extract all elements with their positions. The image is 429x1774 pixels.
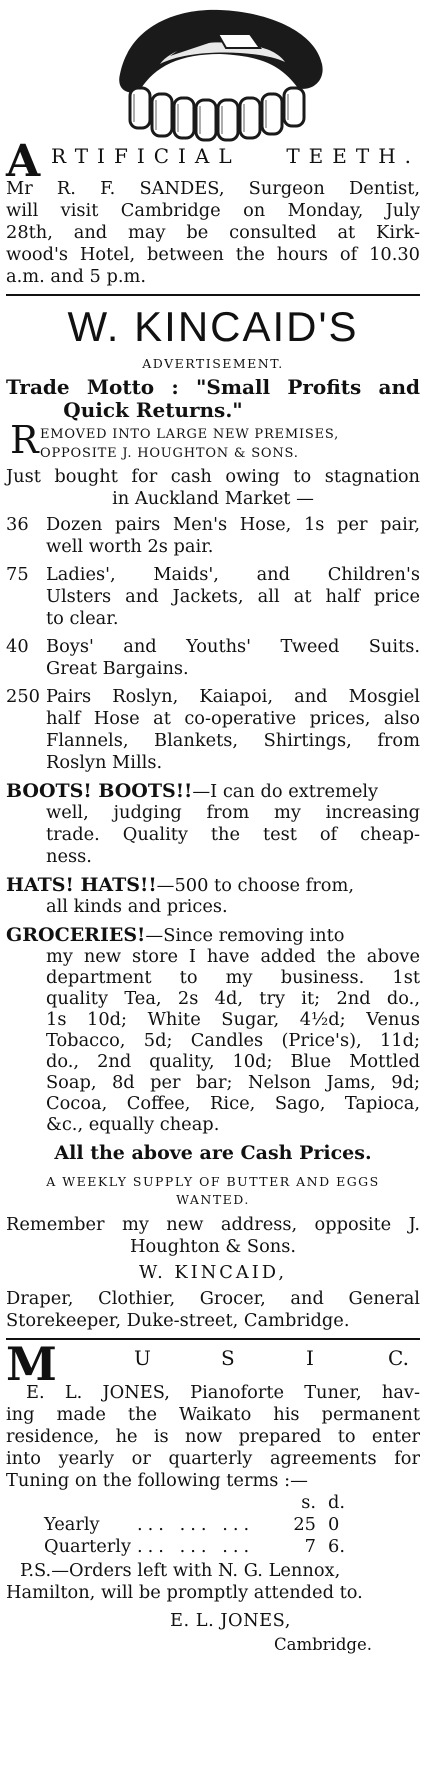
groceries-heading: GROCERIES!: [6, 924, 146, 946]
postscript-line: Hamilton, will be promptly attended to.: [6, 1582, 363, 1603]
groceries-line: Cocoa, Coffee, Rice, Sago, Tapioca,: [46, 1093, 420, 1114]
term-label: Yearly: [44, 1514, 100, 1535]
music-heading-letter: I: [306, 1346, 314, 1370]
term-pence: 0: [328, 1514, 340, 1535]
teeth-ad-line: 28th, and may be consulted at Kirk-: [6, 222, 420, 243]
kincaid-ad-title: W. KINCAID'S: [67, 303, 359, 350]
weekly-supply-line: A WEEKLY SUPPLY OF BUTTER AND EGGS: [46, 1174, 380, 1189]
removed-line: OPPOSITE J. HOUGHTON & SONS.: [40, 446, 299, 461]
music-signature-place: Cambridge.: [274, 1635, 372, 1654]
groceries-line: quality Tea, 2s 4d, try it; 2nd do.,: [46, 988, 420, 1009]
list-item: [6, 514, 420, 558]
groceries-line: Soap, 8d per bar; Nelson Jams, 9d;: [46, 1072, 420, 1093]
teeth-heading-word: RTIFICIAL: [51, 144, 241, 168]
list-item: [6, 636, 420, 680]
music-ad-line: residence, he is now prepared to enter: [6, 1426, 420, 1447]
item-quantity: 75: [6, 564, 29, 585]
leader-dots: ... ... ...: [137, 1536, 255, 1557]
boots-line: trade. Quality the test of cheap-: [46, 824, 420, 845]
teeth-ad-line: wood's Hotel, between the hours of 10.30: [6, 244, 420, 265]
remember-line: Remember my new address, opposite J.: [6, 1214, 420, 1235]
item-line: Boys' and Youths' Tweed Suits.: [46, 636, 420, 657]
teeth-ad-line: Mr R. F. SANDES, Surgeon Dentist,: [6, 178, 420, 199]
music-heading-letter: U: [134, 1346, 151, 1370]
boots-heading: BOOTS! BOOTS!!: [6, 780, 193, 802]
hats-paragraph-first-line: [6, 874, 420, 897]
boots-line: ness.: [46, 846, 92, 867]
groceries-paragraph-first-line: [6, 924, 420, 947]
weekly-supply-line: WANTED.: [176, 1192, 250, 1207]
kincaid-ad-subtitle: ADVERTISEMENT.: [142, 356, 284, 371]
draper-line: Storekeeper, Duke-street, Cambridge.: [6, 1310, 350, 1331]
divider-rule: [6, 294, 420, 296]
term-shillings: 7: [304, 1536, 316, 1557]
music-heading-letter: C.: [388, 1346, 409, 1370]
item-quantity: 250: [6, 686, 40, 707]
music-heading-letter: S: [221, 1346, 235, 1370]
item-quantity: 40: [6, 636, 29, 657]
music-dropcap: M: [6, 1337, 57, 1391]
music-ad-line: ing made the Waikato his permanent: [6, 1404, 420, 1425]
trade-motto-line: Trade Motto : "Small Profits and: [6, 375, 420, 399]
hats-heading: HATS! HATS!!: [6, 874, 157, 896]
teeth-ad-line: will visit Cambridge on Monday, July: [6, 200, 420, 221]
removed-dropcap: R: [10, 418, 39, 462]
groceries-line: Tobacco, 5d; Candles (Price's), 11d;: [46, 1030, 420, 1051]
cash-prices-notice: All the above are Cash Prices.: [54, 1142, 372, 1164]
groceries-line: 1s 10d; White Sugar, 4½d; Venus: [46, 1009, 420, 1030]
teeth-ad-heading: [6, 136, 420, 187]
teeth-ad-line: a.m. and 5 p.m.: [6, 266, 147, 287]
groceries-line: do., 2nd quality, 10d; Blue Mottled: [46, 1051, 420, 1072]
item-line: Ladies', Maids', and Children's: [46, 564, 420, 585]
bought-line: Just bought for cash owing to stagnation: [6, 466, 420, 487]
teeth-dropcap: A: [6, 136, 41, 187]
pence-header: d.: [328, 1492, 346, 1513]
boots-line: well, judging from my increasing: [46, 802, 420, 823]
item-line: Pairs Roslyn, Kaiapoi, and Mosgiel: [46, 686, 420, 707]
trade-motto-line: Quick Returns.": [63, 398, 243, 422]
item-quantity: 36: [6, 514, 29, 535]
item-line: Dozen pairs Men's Hose, 1s per pair,: [46, 514, 420, 535]
music-signature-name: E. L. JONES,: [170, 1610, 291, 1631]
term-label: Quarterly: [44, 1536, 132, 1557]
item-line: well worth 2s pair.: [46, 536, 214, 557]
groceries-line: &c., equally cheap.: [46, 1114, 220, 1135]
music-ad-line: Tuning on the following terms :—: [6, 1470, 308, 1491]
term-shillings: 25: [293, 1514, 316, 1535]
item-line: half Hose at co-operative prices, also: [46, 708, 420, 729]
item-line: Flannels, Blankets, Shirtings, from: [46, 730, 420, 751]
boots-line: —I can do extremely: [192, 781, 379, 802]
term-pence: 6.: [328, 1536, 345, 1557]
kincaid-signature: W. KINCAID,: [138, 1262, 288, 1283]
draper-line: Draper, Clothier, Grocer, and General: [6, 1288, 420, 1309]
list-item: [6, 564, 420, 630]
groceries-line: my new store I have added the above: [46, 946, 420, 967]
hats-line: —500 to choose from,: [156, 875, 354, 896]
music-ad-heading: [6, 1337, 420, 1391]
music-ad-line: into yearly or quarterly agreements for: [6, 1448, 420, 1469]
hats-line: all kinds and prices.: [46, 896, 228, 917]
item-line: Roslyn Mills.: [46, 752, 163, 773]
item-line: Ulsters and Jackets, all at half price: [46, 586, 420, 607]
teeth-heading-right: TEETH.: [286, 144, 420, 168]
groceries-line: department to my business. 1st: [46, 967, 420, 988]
leader-dots: ... ... ...: [137, 1514, 255, 1535]
shillings-header: s.: [301, 1492, 316, 1513]
boots-paragraph-first-line: [6, 780, 420, 803]
removed-line: EMOVED INTO LARGE NEW PREMISES,: [40, 427, 340, 442]
remember-line: Houghton & Sons.: [129, 1236, 297, 1257]
bought-line: in Auckland Market —: [112, 488, 314, 509]
item-line: Great Bargains.: [46, 658, 189, 679]
music-ad-line: E. L. JONES, Pianoforte Tuner, hav-: [26, 1382, 420, 1403]
item-line: to clear.: [46, 608, 119, 629]
groceries-line: —Since removing into: [145, 925, 345, 946]
list-item: [6, 686, 420, 774]
postscript-line: P.S.—Orders left with N. G. Lennox,: [20, 1560, 341, 1581]
artificial-teeth-logo: [100, 4, 335, 142]
